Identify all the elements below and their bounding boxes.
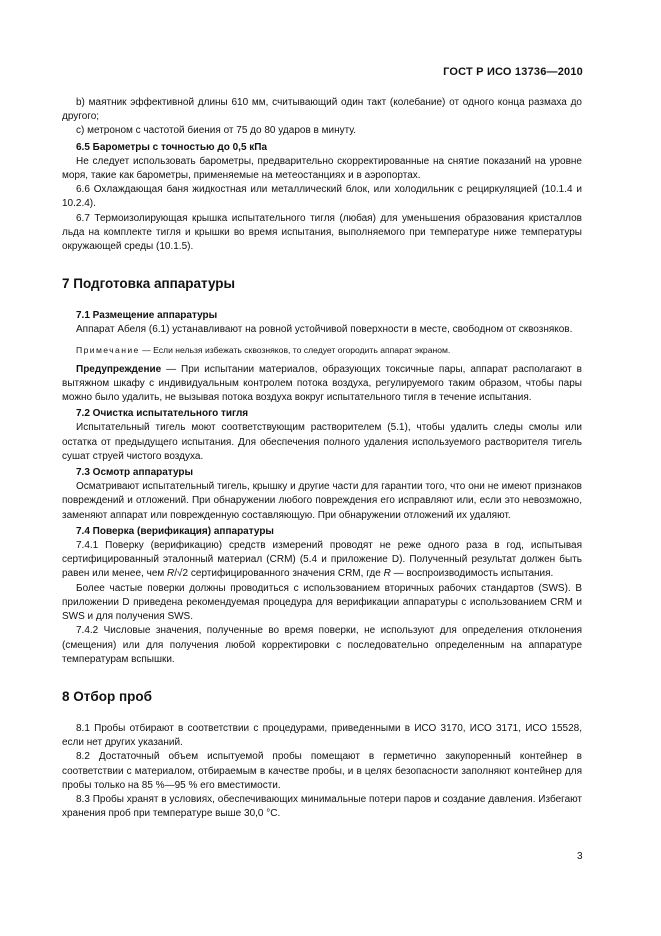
page-body <box>62 96 582 821</box>
subsection-8-2: 8.2 Достаточный объем испытуемой пробы помещают в герметично закупоренный контейнер в соответствии с материалом, отбираемым в качестве пробы, и в целях безопасности заполняют контейнер для пробы только на 85 %—95 % его вместимости. <box>62 751 582 791</box>
formula-r: R <box>167 568 175 580</box>
section-8-title: 8 Отбор проб <box>62 688 152 704</box>
note <box>62 344 582 356</box>
subsection-7-1-text: Аппарат Абеля (6.1) устанавливают на ровной устойчивой поверхности в месте, свободном от сквозняков. <box>76 324 573 336</box>
list-item-c: c) метроном с частотой биения от 75 до 80 ударов в минуту. <box>76 125 357 137</box>
subsection-7-3-text: Осматривают испытательный тигель, крышку и другие части для гарантии того, что они не имеют признаков повреждений и отложений. При обнаружении любого повреждения его исправляют или, если это невозможно, заменяют аппарат или поврежденную составляющую. При обнаружении отложений их удаляют. <box>62 481 582 521</box>
list-item-b: b) маятник эффективной длины 610 мм, считывающий один такт (колебание) от одного конца размаха до другого; <box>62 97 582 123</box>
note-text: — Если нельзя избежать сквозняков, то следует огородить аппарат экраном. <box>139 344 451 355</box>
subsection-7-3-title: 7.3 Осмотр аппаратуры <box>76 467 194 479</box>
subsection-6-6: 6.6 Охлаждающая баня жидкостная или металлический блок, или холодильник с рециркуляцией (10.1.4 и 10.2.4). <box>62 184 582 210</box>
section-7-title: 7 Подготовка аппаратуры <box>62 276 236 292</box>
subsection-8-1: 8.1 Пробы отбирают в соответствии с процедурами, приведенными в ИСО 3170, ИСО 3171, ИСО 15528, если нет других указаний. <box>62 722 582 749</box>
subsection-6-7: 6.7 Термоизолирующая крышка испытательного тигля (любая) для уменьшения образования кристаллов льда на комплекте тигля и крышки во время испытания, выполняемого при температуре ниже температуры окружающей среды (10.1.5). <box>62 212 582 253</box>
warning-label: Предупреждение <box>76 363 162 375</box>
page-number: 3 <box>577 851 583 862</box>
subsection-6-5-text: Не следует использовать барометры, предварительно скорректированные на снятие показаний на уровне моря, такие как барометры, применяемые на метеостанциях и в аэропортах. <box>62 155 582 182</box>
subsection-7-1-title: 7.1 Размещение аппаратуры <box>76 310 218 322</box>
text-run: — воспроизводимость испытания. <box>390 568 554 580</box>
formula-r: R <box>383 568 391 580</box>
subsection-7-2-text: Испытательный тигель моют соответствующим растворителем (5.1), чтобы удалить следы смолы или остатка от предыдущего испытания. Для обеспечения полного удаления используемого растворителя тигель сушат струей чистого воздуха. <box>62 422 582 462</box>
subsection-7-4-2: 7.4.2 Числовые значения, полученные во время поверки, не используют для определения отклонения (смещения) или для получения любой корректировки с последовательно определенным на аппаратуре температурам вспышки. <box>62 625 582 665</box>
subsection-7-4-1-more: Более частые поверки должны проводиться с использованием вторичных рабочих стандартов (SWS). В приложении D приведена рекомендуемая процедура для верификации аппаратуры с использованием CRM и SWS и для получения SWS. <box>62 582 582 623</box>
text-run: сертифицированного значения CRM, где <box>188 568 384 580</box>
subsection-7-4-title: 7.4 Поверка (верификация) аппаратуры <box>76 525 274 537</box>
subsection-6-5-title: 6.5 Барометры с точностью до 0,5 кПа <box>76 141 268 153</box>
note-label: Примечание <box>76 344 140 355</box>
subsection-7-4-1 <box>62 539 582 582</box>
warning-text: — При испытании материалов, образующих токсичные пары, аппарат располагают в вытяжном шкафу с индивидуальным контролем потока воздуха, регулируемого таким образом, чтобы пары можно было удалить, не вызывая потока воздуха вокруг испытательного тигля в течение испытания. <box>62 363 582 404</box>
subsection-8-3: 8.3 Пробы хранят в условиях, обеспечивающих минимальные потери паров и создание давления. Избегают хранения проб при температуре выше 30,0 °С. <box>62 793 582 820</box>
warning <box>62 363 582 406</box>
formula-sqrt: /√2 <box>174 568 189 580</box>
subsection-7-2-title: 7.2 Очистка испытательного тигля <box>76 408 249 420</box>
text-run: 7.4.1 Поверку (верификацию) средств измерений проводят не реже одного раза в год, испытывая сертифицированный эталонный материал (CRM) (5.4 и приложение D). Полученный результат должен быть равен или менее, чем <box>62 540 582 580</box>
document-code: ГОСТ Р ИСО 13736—2010 <box>443 66 583 78</box>
